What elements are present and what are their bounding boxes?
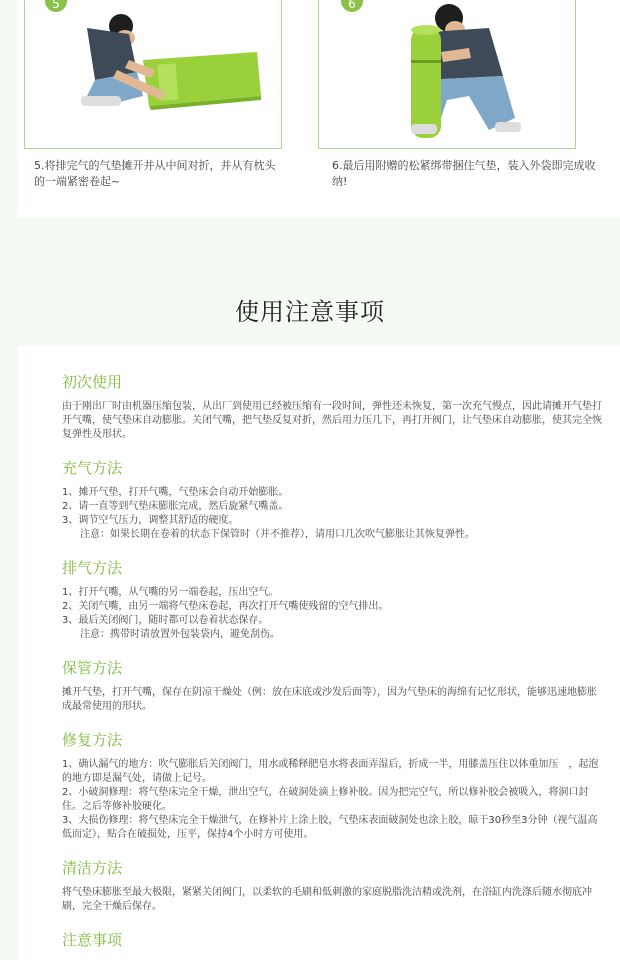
step-5-badge: 5 <box>45 0 67 12</box>
section-text: 由于刚出厂时由机器压缩包装，从出厂到使用已经被压缩有一段时间，弹性还未恢复，第一次充气慢点，因此请摊开气垫打开气嘴，使气垫床自动膨胀。关闭气嘴，把气垫反复对折，然后用力压几下，再打开阀门，让气垫床自动膨胀，使其完全恢复弹性及形状。 <box>62 401 602 440</box>
section-cleaning <box>62 858 602 914</box>
person-rolled-mat-illustration <box>319 0 575 148</box>
section-note: 注意：携带时请放置外包装袋内，避免刮伤。 <box>80 629 280 640</box>
section-storage <box>62 658 602 714</box>
section-line: 1、打开气嘴，从气嘴的另一端卷起，压出空气。 <box>62 587 279 598</box>
section-deflate <box>62 558 602 642</box>
section-line: 3、最后关闭阀门，随时都可以卷着状态保存。 <box>62 615 269 626</box>
section-heading: 注意事项 <box>62 931 123 949</box>
section-repair <box>62 730 602 842</box>
step-6-image <box>318 0 576 149</box>
section-notes <box>62 930 602 958</box>
section-line: 2、请一直等到气垫床膨胀完成，然后旋紧气嘴盖。 <box>62 501 289 512</box>
section-first-use <box>62 372 602 442</box>
instructions-panel <box>18 346 620 960</box>
section-line: 1、确认漏气的地方：吹气膨胀后关闭阀门，用水或稀释肥皂水将表面弄湿后，折成一半，用膝盖压住以体重加压 ，起泡的地方即是漏气处，请做上记号。 <box>62 759 599 784</box>
page-title: 使用注意事项 <box>235 298 385 326</box>
section-heading: 保管方法 <box>62 659 123 677</box>
person-folding-mat-illustration <box>25 0 281 148</box>
section-line: 3、大损伤修理：将气垫床完全干燥泄气，在修补片上涂上胶，气垫床表面破洞处也涂上胶，晾干30秒至3分钟（视气温高低而定），贴合在破损处，压平，保持4个小时方可使用。 <box>62 815 598 840</box>
section-inflate <box>62 458 602 542</box>
section-text: 摊开气垫，打开气嘴，保存在阴凉干燥处（例：放在床底或沙发后面等），因为气垫床的海绵有记忆形状，能够迅速地膨胀成最常使用的形状。 <box>62 687 597 712</box>
section-heading: 充气方法 <box>62 459 123 477</box>
section-line: 2、关闭气嘴，由另一端将气垫床卷起，再次打开气嘴使残留的空气排出。 <box>62 601 389 612</box>
step-6-badge: 6 <box>341 0 363 12</box>
step-6-caption: 6.最后用附赠的松紧绑带捆住气垫，装入外袋即完成收纳! <box>332 159 596 188</box>
section-line: 1、摊开气垫，打开气嘴，气垫床会自动开始膨胀。 <box>62 487 289 498</box>
section-heading: 清洁方法 <box>62 859 123 877</box>
section-text: 将气垫床膨胀至最大极限，紧紧关闭阀门，以柔软的毛刷和低刺激的家庭脱脂洗洁精或洗剂，在浴缸内洗涤后随水彻底冲刷，完全干燥后保存。 <box>62 887 592 912</box>
section-heading: 排气方法 <box>62 559 123 577</box>
section-heading: 初次使用 <box>62 373 123 391</box>
section-line: 2、小破洞修理：将气垫床完全干燥，泄出空气，在破洞处滴上修补胶。因为把完空气，所以修补胶会被吸入，将洞口封住。之后等修补胶硬化。 <box>62 787 589 812</box>
section-note: 注意：如果长期在卷着的状态下保管时（并不推荐），请用口几次吹气膨胀让其恢复弹性。 <box>80 529 475 540</box>
step-5-image <box>24 0 282 149</box>
step-5-caption: 5.将排完气的气垫摊开并从中间对折，并从有枕头的一端紧密卷起~ <box>34 159 276 188</box>
section-line: 3、调节空气压力，调整其舒适的硬度。 <box>62 515 239 526</box>
section-heading: 修复方法 <box>62 731 123 749</box>
